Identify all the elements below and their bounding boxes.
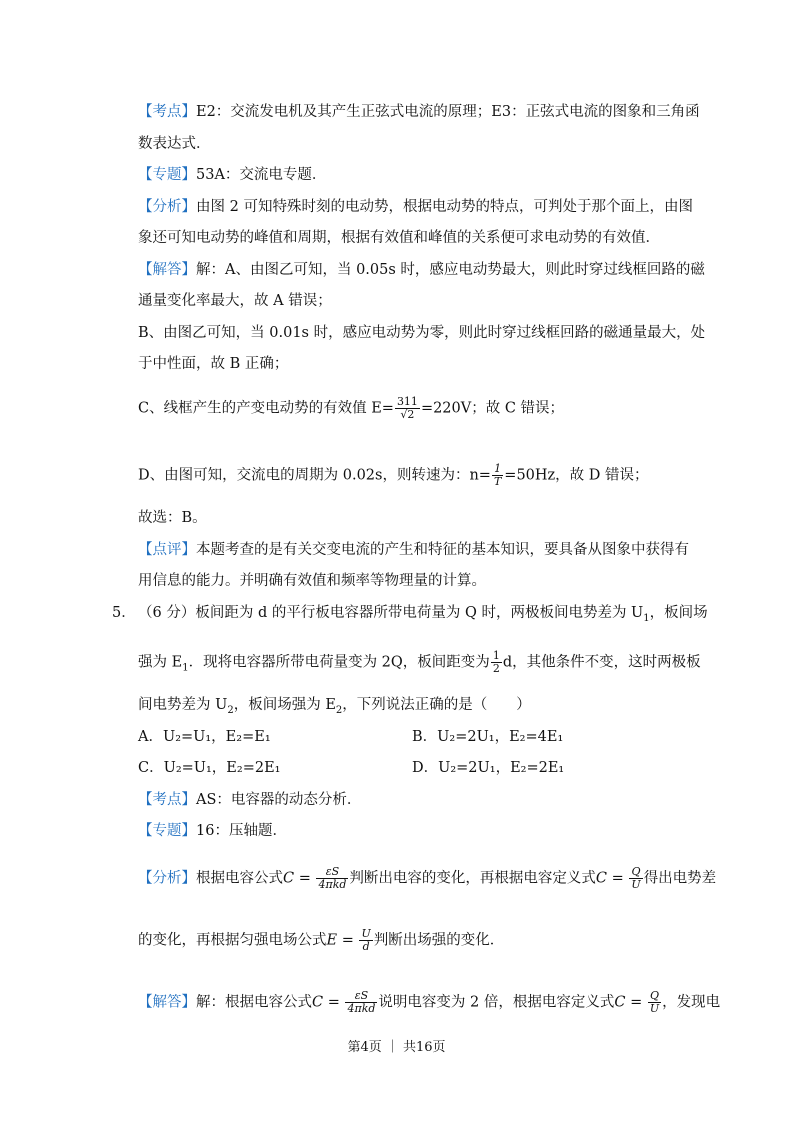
jieda-text: 解：根据电容公式 — [196, 994, 312, 1011]
kaodian-tag: 【考点】 — [138, 792, 196, 808]
question-text-2b: ．现将电容器所带电荷量变为 2Q，板间距变为 — [188, 654, 490, 671]
zhuanti-line-q5 — [138, 821, 287, 841]
math-equals: = — [625, 994, 647, 1011]
dianping-line-1 — [138, 540, 689, 560]
fraction-numerator: Q — [648, 990, 661, 1003]
zhuanti-text: 53A：交流电专题． — [196, 167, 327, 183]
question-text: （6 分）板间距为 d 的平行板电容器所带电荷量为 Q 时，两极板间电势差为 U — [138, 605, 644, 621]
fenxi-line-1 — [138, 197, 693, 217]
question-text-2a: 强为 E — [138, 654, 183, 671]
math-equals: = — [294, 870, 316, 887]
fraction-denominator: U — [631, 878, 641, 891]
math-equals: = — [337, 932, 359, 949]
jieda-text-d-end: =50Hz，故 D 错误； — [504, 467, 649, 484]
jieda-text-cont: 通量变化率最大，故 A 错误； — [138, 293, 332, 309]
fraction-1-over-t — [492, 463, 503, 488]
jieda-tag: 【解答】 — [138, 994, 196, 1011]
fraction-denominator: T — [493, 475, 502, 488]
jieda-text-b: 说明电容变为 2 倍，根据电容定义式 — [378, 994, 615, 1011]
math-equals: = — [323, 994, 345, 1011]
fraction-denominator: √2 — [400, 408, 415, 421]
question-line-1 — [138, 603, 708, 629]
zhuanti-line — [138, 165, 326, 185]
subscript: 2 — [335, 704, 343, 716]
fraction-denominator: U — [649, 1002, 660, 1015]
fraction-numerator: εS — [316, 866, 348, 879]
jieda-text-d: D、由图可知，交流电的周期为 0.02s，则转速为：n= — [138, 467, 491, 484]
fraction-numerator: εS — [345, 990, 377, 1003]
fraction-q-over-u — [629, 866, 642, 891]
jieda-text-b: B、由图乙可知，当 0.01s 时，感应电动势为零，则此时穿过线框回路的磁通量最大，处 — [138, 325, 706, 341]
dianping-line-2 — [138, 571, 486, 591]
fenxi-text: 根据电容公式 — [196, 870, 283, 887]
jieda-text-c: ，发现电 — [662, 994, 721, 1011]
kaodian-text: E2：交流发电机及其产生正弦式电流的原理；E3：正弦式电流的图象和三角函 — [196, 104, 700, 120]
fenxi-text-2b: 判断出场强的变化． — [373, 932, 505, 949]
subscript: 2 — [227, 704, 234, 716]
math-var: C — [614, 994, 626, 1011]
fraction-numerator: 1 — [492, 463, 503, 476]
subscript: 1 — [643, 612, 650, 624]
kaodian-text: AS：电容器的动态分析． — [196, 792, 362, 808]
jieda-line-c — [138, 396, 564, 421]
math-var: C — [283, 870, 295, 887]
fraction-numerator: 311 — [396, 395, 418, 408]
fenxi-line-2 — [138, 228, 660, 248]
fraction-numerator: Q — [629, 866, 642, 879]
jieda-tag: 【解答】 — [138, 262, 196, 278]
zhuanti-tag: 【专题】 — [138, 167, 196, 183]
jieda-line-4 — [138, 354, 288, 374]
jieda-text-c: C、线框产生的产变电动势的有效值 E= — [138, 400, 394, 417]
fraction-one-half — [491, 650, 502, 675]
dianping-text-cont: 用信息的能力。并明确有效值和频率等物理量的计算。 — [138, 573, 486, 589]
math-var: C — [312, 994, 324, 1011]
jieda-line-3 — [138, 323, 705, 343]
jieda-line-d — [138, 463, 649, 488]
question-text-end: ，板间场 — [649, 605, 708, 621]
question-text-3c: ，下列说法正确的是（ ） — [342, 697, 531, 713]
fenxi-text-c: 得出电势差 — [643, 870, 717, 887]
fraction-denominator: d — [362, 940, 370, 953]
jieda-line-1 — [138, 260, 705, 280]
question-line-2 — [138, 650, 701, 678]
fraction-311-sqrt2 — [395, 396, 420, 421]
fraction-numerator: 1 — [492, 649, 500, 662]
answer-text: 故选：B。 — [138, 510, 207, 526]
fraction-u-over-d — [359, 928, 372, 953]
zhuanti-tag: 【专题】 — [138, 823, 196, 839]
fenxi-tag: 【分析】 — [138, 870, 196, 887]
subscript: 1 — [182, 662, 189, 674]
option-a: A．U₂=U₁，E₂=E₁ — [138, 729, 271, 745]
fenxi-tag: 【分析】 — [138, 199, 196, 215]
question-text-3a: 间电势差为 U — [138, 697, 228, 713]
jieda-text-c-end: =220V；故 C 错误； — [420, 400, 565, 417]
answer-line — [138, 508, 207, 528]
kaodian-text-cont: 数表达式． — [138, 136, 211, 152]
question-number: 5． — [112, 605, 136, 621]
option-b: B．U₂=2U₁，E₂=4E₁ — [412, 729, 564, 745]
dianping-text: 本题考查的是有关交变电流的产生和特征的基本知识，要具备从图象中获得有 — [196, 542, 689, 558]
fenxi-text-b: 判断出电容的变化，再根据电容定义式 — [349, 870, 596, 887]
jieda-line-q5 — [138, 990, 720, 1015]
kaodian-line-1 — [138, 102, 700, 122]
math-var: C — [595, 870, 608, 887]
option-c: C．U₂=U₁，E₂=2E₁ — [138, 760, 281, 776]
fenxi-text-cont: 象还可知电动势的峰值和周期，根据有效值和峰值的关系便可求电动势的有效值． — [138, 230, 660, 246]
math-equals: = — [607, 870, 629, 887]
option-d: D．U₂=2U₁，E₂=2E₁ — [412, 760, 565, 776]
fraction-denominator: 2 — [492, 662, 500, 675]
fraction-capacitance — [345, 990, 377, 1015]
kaodian-line-q5 — [138, 790, 361, 810]
question-text-2c: d，其他条件不变，这时两极板 — [502, 654, 701, 671]
fenxi-line-q5-2 — [138, 928, 504, 953]
page-footer: 第4页 ｜ 共16页 — [347, 1040, 446, 1055]
fraction-capacitance — [316, 866, 348, 891]
question-text-3b: ，板间场强为 E — [233, 697, 336, 713]
fenxi-text: 由图 2 可知特殊时刻的电动势，根据电动势的特点，可判处于那个面上，由图 — [196, 199, 693, 215]
zhuanti-text: 16：压轴题． — [196, 823, 287, 839]
jieda-text-b-cont: 于中性面，故 B 正确； — [138, 356, 289, 372]
fraction-q-over-u — [648, 990, 661, 1015]
fraction-denominator: 4πkd — [318, 878, 347, 891]
kaodian-tag: 【考点】 — [138, 104, 196, 120]
question-line-3 — [138, 695, 531, 721]
fraction-denominator: 4πkd — [347, 1002, 376, 1015]
fraction-numerator: U — [361, 927, 371, 940]
jieda-text: 解：A、由图乙可知，当 0.05s 时，感应电动势最大，则此时穿过线框回路的磁 — [196, 262, 705, 278]
fenxi-text-2a: 的变化，再根据匀强电场公式 — [138, 932, 327, 949]
math-var: E — [326, 932, 338, 949]
fenxi-line-q5-1 — [138, 866, 716, 891]
dianping-tag: 【点评】 — [138, 542, 196, 558]
kaodian-line-2 — [138, 134, 211, 154]
jieda-line-2 — [138, 291, 332, 311]
